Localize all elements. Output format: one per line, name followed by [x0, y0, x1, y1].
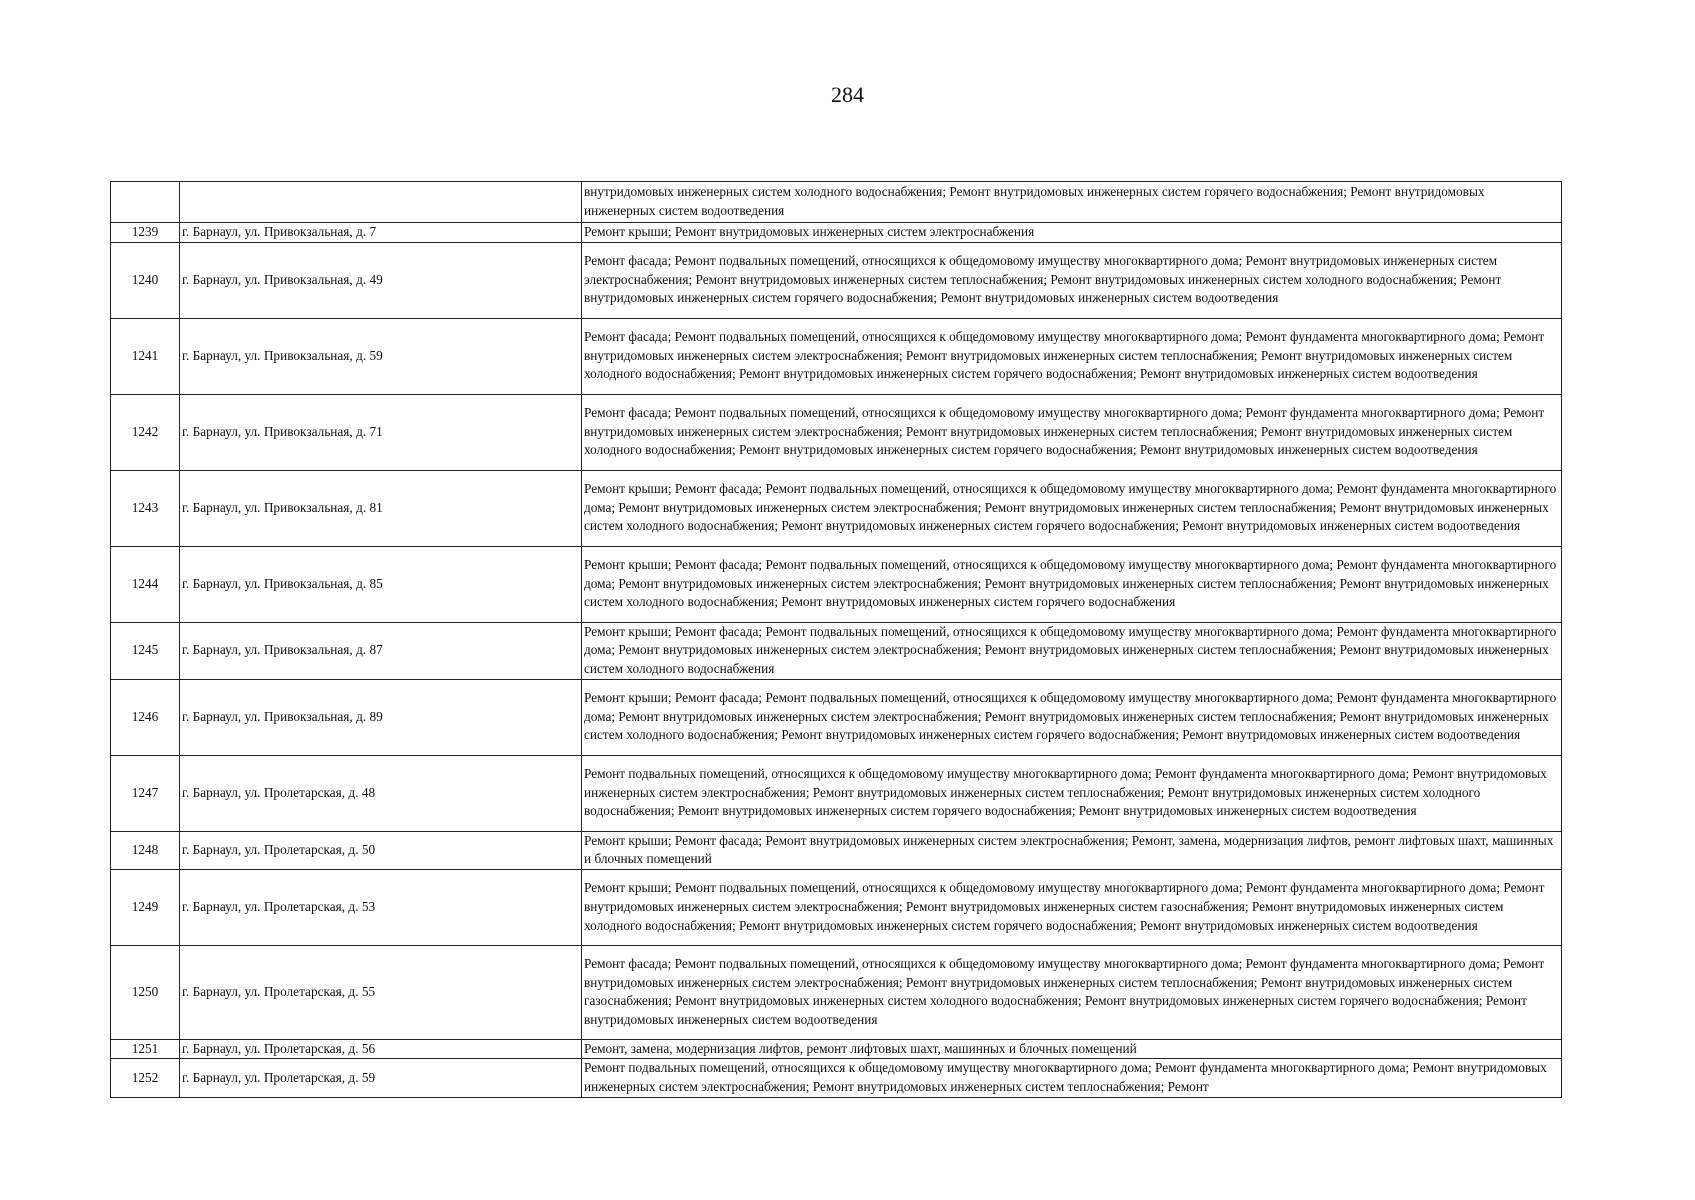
row-address: г. Барнаул, ул. Пролетарская, д. 53 — [180, 869, 582, 945]
row-address: г. Барнаул, ул. Привокзальная, д. 7 — [180, 223, 582, 243]
table-row — [111, 1059, 1562, 1097]
row-address: г. Барнаул, ул. Пролетарская, д. 55 — [180, 945, 582, 1039]
row-number: 1251 — [111, 1039, 180, 1059]
row-address: г. Барнаул, ул. Пролетарская, д. 56 — [180, 1039, 582, 1059]
row-works: Ремонт крыши; Ремонт фасада; Ремонт подвальных помещений, относящихся к общедомовому имуществу многоквартирного дома; Ремонт фундамента многоквартирного дома; Ремонт внутридомовых инженерных систем электроснабжения; Ремонт внутридомовых инженерных систем теплоснабжения; Ремонт внутридомовых инженерных систем холодного водоснабжения; Ремонт внутридомовых инженерных систем горячего водоснабжения — [582, 546, 1562, 622]
table-row — [111, 945, 1562, 1039]
table-row — [111, 622, 1562, 679]
row-works: Ремонт фасада; Ремонт подвальных помещений, относящихся к общедомовому имуществу многоквартирного дома; Ремонт фундамента многоквартирного дома; Ремонт внутридомовых инженерных систем электроснабжения; Ремонт внутридомовых инженерных систем теплоснабжения; Ремонт внутридомовых инженерных систем холодного водоснабжения; Ремонт внутридомовых инженерных систем горячего водоснабжения; Ремонт внутридомовых инженерных систем водоотведения — [582, 394, 1562, 470]
row-number: 1248 — [111, 831, 180, 869]
table-row — [111, 470, 1562, 546]
table-row — [111, 182, 1562, 223]
row-address: г. Барнаул, ул. Пролетарская, д. 48 — [180, 755, 582, 831]
row-address: г. Барнаул, ул. Привокзальная, д. 59 — [180, 318, 582, 394]
table-row — [111, 755, 1562, 831]
row-number: 1247 — [111, 755, 180, 831]
row-address: г. Барнаул, ул. Привокзальная, д. 81 — [180, 470, 582, 546]
row-number: 1241 — [111, 318, 180, 394]
row-number: 1250 — [111, 945, 180, 1039]
row-number — [111, 182, 180, 223]
row-address: г. Барнаул, ул. Привокзальная, д. 87 — [180, 622, 582, 679]
row-address: г. Барнаул, ул. Привокзальная, д. 49 — [180, 242, 582, 318]
row-address: г. Барнаул, ул. Привокзальная, д. 89 — [180, 679, 582, 755]
row-works: Ремонт крыши; Ремонт внутридомовых инженерных систем электроснабжения — [582, 223, 1562, 243]
row-works: Ремонт крыши; Ремонт фасада; Ремонт внутридомовых инженерных систем электроснабжения; Ремонт, замена, модернизация лифтов, ремонт лифтовых шахт, машинных и блочных помещений — [582, 831, 1562, 869]
table-row — [111, 679, 1562, 755]
row-works: Ремонт крыши; Ремонт фасада; Ремонт подвальных помещений, относящихся к общедомовому имуществу многоквартирного дома; Ремонт фундамента многоквартирного дома; Ремонт внутридомовых инженерных систем электроснабжения; Ремонт внутридомовых инженерных систем теплоснабжения; Ремонт внутридомовых инженерных систем холодного водоснабжения; Ремонт внутридомовых инженерных систем горячего водоснабжения; Ремонт внутридомовых инженерных систем водоотведения — [582, 470, 1562, 546]
row-works: Ремонт подвальных помещений, относящихся к общедомовому имуществу многоквартирного дома; Ремонт фундамента многоквартирного дома; Ремонт внутридомовых инженерных систем электроснабжения; Ремонт внутридомовых инженерных систем теплоснабжения; Ремонт внутридомовых инженерных систем холодного водоснабжения; Ремонт внутридомовых инженерных систем горячего водоснабжения; Ремонт внутридомовых инженерных систем водоотведения — [582, 755, 1562, 831]
row-works: Ремонт крыши; Ремонт подвальных помещений, относящихся к общедомовому имуществу многоквартирного дома; Ремонт фундамента многоквартирного дома; Ремонт внутридомовых инженерных систем электроснабжения; Ремонт внутридомовых инженерных систем газоснабжения; Ремонт внутридомовых инженерных систем холодного водоснабжения; Ремонт внутридомовых инженерных систем горячего водоснабжения; Ремонт внутридомовых инженерных систем водоотведения — [582, 869, 1562, 945]
table-row — [111, 546, 1562, 622]
row-address: г. Барнаул, ул. Пролетарская, д. 59 — [180, 1059, 582, 1097]
row-works: Ремонт, замена, модернизация лифтов, ремонт лифтовых шахт, машинных и блочных помещений — [582, 1039, 1562, 1059]
row-works: Ремонт фасада; Ремонт подвальных помещений, относящихся к общедомовому имуществу многоквартирного дома; Ремонт внутридомовых инженерных систем электроснабжения; Ремонт внутридомовых инженерных систем теплоснабжения; Ремонт внутридомовых инженерных систем холодного водоснабжения; Ремонт внутридомовых инженерных систем горячего водоснабжения; Ремонт внутридомовых инженерных систем водоотведения — [582, 242, 1562, 318]
table-row — [111, 318, 1562, 394]
table-row — [111, 1039, 1562, 1059]
row-number: 1252 — [111, 1059, 180, 1097]
table-row — [111, 831, 1562, 869]
row-address: г. Барнаул, ул. Пролетарская, д. 50 — [180, 831, 582, 869]
row-works: Ремонт подвальных помещений, относящихся к общедомовому имуществу многоквартирного дома; Ремонт фундамента многоквартирного дома; Ремонт внутридомовых инженерных систем электроснабжения; Ремонт внутридомовых инженерных систем теплоснабжения; Ремонт — [582, 1059, 1562, 1097]
table-row — [111, 242, 1562, 318]
row-number: 1249 — [111, 869, 180, 945]
repair-works-table — [110, 181, 1562, 1098]
row-works: Ремонт крыши; Ремонт фасада; Ремонт подвальных помещений, относящихся к общедомовому имуществу многоквартирного дома; Ремонт фундамента многоквартирного дома; Ремонт внутридомовых инженерных систем электроснабжения; Ремонт внутридомовых инженерных систем теплоснабжения; Ремонт внутридомовых инженерных систем холодного водоснабжения — [582, 622, 1562, 679]
row-address: г. Барнаул, ул. Привокзальная, д. 85 — [180, 546, 582, 622]
row-address — [180, 182, 582, 223]
table-row — [111, 869, 1562, 945]
row-number: 1244 — [111, 546, 180, 622]
row-number: 1243 — [111, 470, 180, 546]
row-number: 1240 — [111, 242, 180, 318]
table-row — [111, 394, 1562, 470]
page-number: 284 — [831, 82, 864, 107]
table-row — [111, 223, 1562, 243]
row-number: 1245 — [111, 622, 180, 679]
row-number: 1242 — [111, 394, 180, 470]
row-address: г. Барнаул, ул. Привокзальная, д. 71 — [180, 394, 582, 470]
row-number: 1246 — [111, 679, 180, 755]
row-number: 1239 — [111, 223, 180, 243]
row-works: Ремонт фасада; Ремонт подвальных помещений, относящихся к общедомовому имуществу многоквартирного дома; Ремонт фундамента многоквартирного дома; Ремонт внутридомовых инженерных систем электроснабжения; Ремонт внутридомовых инженерных систем теплоснабжения; Ремонт внутридомовых инженерных систем газоснабжения; Ремонт внутридомовых инженерных систем холодного водоснабжения; Ремонт внутридомовых инженерных систем горячего водоснабжения; Ремонт внутридомовых инженерных систем водоотведения — [582, 945, 1562, 1039]
table-body — [111, 182, 1562, 1098]
row-works: Ремонт крыши; Ремонт фасада; Ремонт подвальных помещений, относящихся к общедомовому имуществу многоквартирного дома; Ремонт фундамента многоквартирного дома; Ремонт внутридомовых инженерных систем электроснабжения; Ремонт внутридомовых инженерных систем теплоснабжения; Ремонт внутридомовых инженерных систем холодного водоснабжения; Ремонт внутридомовых инженерных систем горячего водоснабжения; Ремонт внутридомовых инженерных систем водоотведения — [582, 679, 1562, 755]
row-works: Ремонт фасада; Ремонт подвальных помещений, относящихся к общедомовому имуществу многоквартирного дома; Ремонт фундамента многоквартирного дома; Ремонт внутридомовых инженерных систем электроснабжения; Ремонт внутридомовых инженерных систем теплоснабжения; Ремонт внутридомовых инженерных систем холодного водоснабжения; Ремонт внутридомовых инженерных систем горячего водоснабжения; Ремонт внутридомовых инженерных систем водоотведения — [582, 318, 1562, 394]
row-works: внутридомовых инженерных систем холодного водоснабжения; Ремонт внутридомовых инженерных систем горячего водоснабжения; Ремонт внутридомовых инженерных систем водоотведения — [582, 182, 1562, 223]
